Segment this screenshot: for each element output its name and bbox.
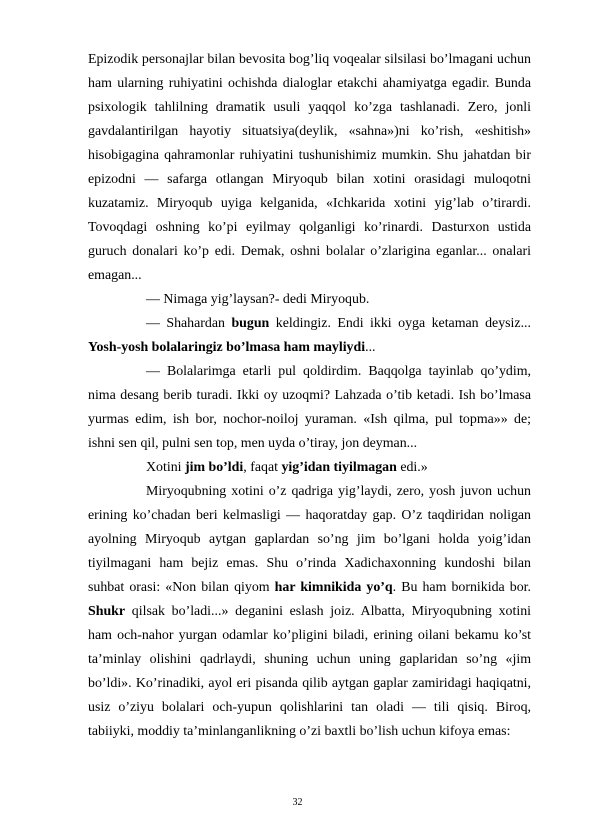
emphasis-bold: yig’idan tiyilmagan [281, 460, 397, 475]
paragraph-analysis [88, 480, 531, 744]
document-page [88, 48, 531, 744]
narration-text: Xotini [146, 460, 185, 475]
emphasis-bold: jim bo’ldi [184, 460, 244, 475]
paragraph-wife-silence [88, 456, 531, 480]
emphasis-bold: Yosh-yosh bolalaringiz bo’lmasa ham mayliydi [88, 340, 366, 355]
dialog-text: ... [365, 340, 376, 355]
emphasis-bold: bugun [231, 316, 270, 331]
analysis-text: qilsak bo’ladi...» deganini eslash joiz. Albatta, Miryoqubning xotini ham och-nahor yurgan odamlar ko’pligini biladi, erining oilani bekamu ko’st ta’minlay olishini qadrlaydi, shuning uchun uning gaplaridan so’ng «jim bo’ldi». Ko’rinadiki, ayol eri pisanda qilib aytgan gaplar zamiridagi haqiqatni, usiz o’ziyu bolalari och-yupun qolishlarini tan oladi — tili qisiq. Biroq, tabiiyki, moddiy ta’minlanganlikning o’zi baxtli bo’lish uchun kifoya emas: [88, 604, 531, 739]
dialog-text: — Shahardan [146, 316, 232, 331]
emphasis-bold: har kimnikida yo’q [274, 580, 393, 595]
analysis-text: . Bu ham bornikida bor. [392, 580, 531, 595]
paragraph-dialog-husband-reply: — Bolalarimga etarli pul qoldirdim. Baqqolga tayinlab qo’ydim, nima desang berib turadi. Ikki oy uzoqmi? Lahzada o’tib ketadi. Ish bo’lmasa yurmas edim, ish bor, nochor-noiloj yuraman. «Ish qilma, pul topma»» de; ishni sen qil, pulni sen top, men uyda o’tiray, jon deyman... [88, 364, 531, 451]
analysis-text: Miryoqubning xotini o’z qadriga yig’laydi, zero, yosh juvon uchun erining ko’chadan beri kelmasligi — haqoratday gap. O’z taqdiridan noligan ayolning Miryoqub aytgan gaplardan so’ng jim bo’lgani holda yoig’idan tiyilmagani ham bejiz emas. Shu o’rinda Xadichaxonning kundoshi bilan suhbat orasi: «Non bilan qiyom [88, 484, 531, 595]
paragraph-dialog-question: — Nimaga yig’laysan?- dedi Miryoqub. [146, 292, 370, 307]
dialog-text: keldingiz. Endi ikki oyga ketaman deysiz... [269, 316, 531, 331]
paragraph-dialog-wife-reply [88, 312, 531, 360]
emphasis-bold: Shukr [88, 604, 126, 619]
page-number: 32 [292, 797, 303, 808]
narration-text: , faqat [243, 460, 282, 475]
paragraph-intro: Epizodik personajlar bilan bevosita bog’liq voqealar silsilasi bo’lmagani uchun ham ularning ruhiyatini ochishda dialoglar etakchi ahamiyatga egadir. Bunda psixologik tahlilning dramatik usuli yaqqol ko’zga tashlanadi. Zero, jonli gavdalantirilgan hayotiy situatsiya(deylik, «sahna»)ni ko’rish, «eshitish» hisobigagina qahramonlar ruhiyatini tushunishimiz mumkin. Shu jahatdan bir epizodni — safarga otlangan Miryoqub bilan xotini orasidagi muloqotni kuzatamiz. Miryoqub uyiga kelganida, «Ichkarida xotini yig’lab o’tirardi. Tovoqdagi oshning ko’pi eyilmay qolganligi ko’rinardi. Dasturxon ustida guruch donalari ko’p edi. Demak, oshni bolalar o’zlarigina eganlar... onalari emagan... [88, 52, 531, 283]
narration-text: edi.» [396, 460, 428, 475]
